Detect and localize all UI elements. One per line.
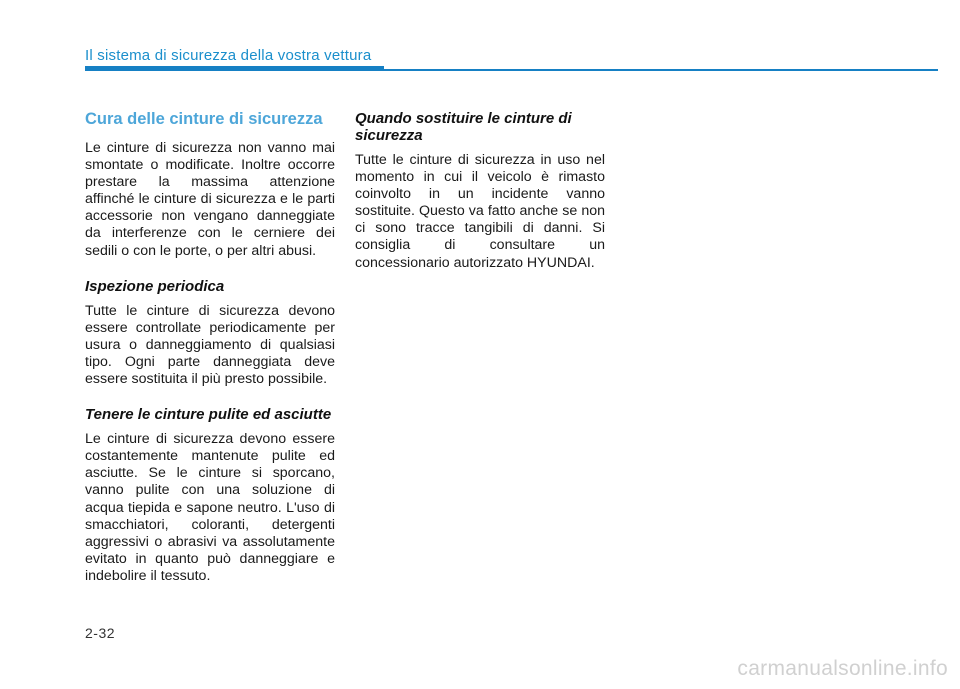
- left-column: [85, 110, 335, 585]
- watermark: carmanualsonline.info: [737, 657, 948, 680]
- header-rule-thin: [384, 69, 938, 71]
- inspection-heading: Ispezione periodica: [85, 277, 225, 295]
- section-title: Cura delle cinture di sicurezza: [85, 110, 323, 128]
- inspection-paragraph: Tutte le cinture di sicurezza devono essere controllate periodicamente per usura o danneggiamento di qualsiasi tipo. Ogni parte danneggiata deve essere sostituita il più presto possibile.: [85, 302, 335, 388]
- cleaning-heading: Tenere le cinture pulite ed asciutte: [85, 406, 332, 424]
- page-number: 2-32: [85, 625, 116, 641]
- header-rule-thick: [85, 66, 384, 71]
- replace-paragraph: Tutte le cinture di sicurezza in uso nel momento in cui il veicolo è rimasto coinvolto in un incidente vanno sostituite. Questo va fatto anche se non ci sono tracce tangibili di danni. Si consiglia di consultare un concessionario autorizzato HYUNDAI.: [355, 152, 605, 271]
- replace-heading: Quando sostituire le cinture di sicurezza: [355, 110, 572, 144]
- intro-paragraph: Le cinture di sicurezza non vanno mai smontate o modificate. Inoltre occorre prestare la massima attenzione affinché le cinture di sicurezza e le parti accessorie non vengano danneggiate da interferenze con le cerniere dei sedili o con le porte, o per altri abusi.: [85, 140, 335, 259]
- cleaning-paragraph: Le cinture di sicurezza devono essere costantemente mantenute pulite ed asciutte. Se le cinture si sporcano, vanno pulite con una soluzione di acqua tiepida e sapone neutro. L'uso di smacchiatori, coloranti, detergenti aggressivi o abrasivi va assolutamente evitato in quanto può danneggiare e indebolire il tessuto.: [85, 431, 335, 584]
- right-column: [355, 110, 605, 272]
- chapter-title: Il sistema di sicurezza della vostra vettura: [85, 47, 372, 64]
